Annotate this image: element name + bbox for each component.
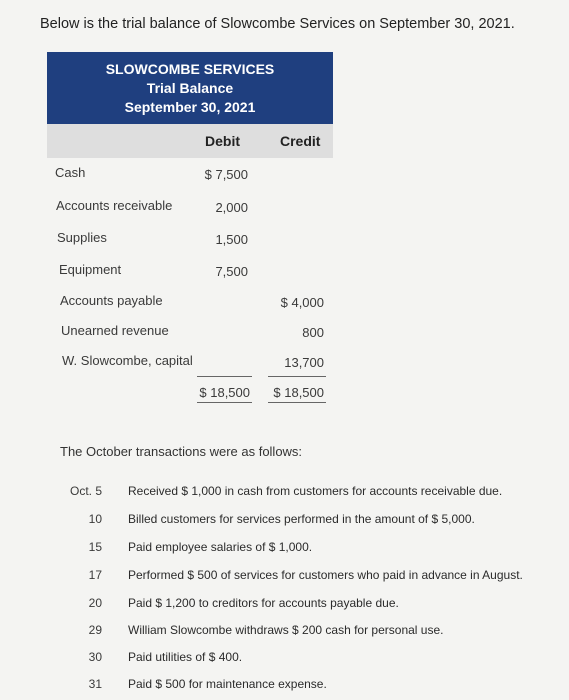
transaction-description: Received $ 1,000 in cash from customers for accounts receivable due.: [128, 484, 503, 498]
account-name-cash: Cash: [55, 165, 86, 180]
transaction-description: Paid $ 1,200 to creditors for accounts payable due.: [128, 596, 399, 610]
statement-title: Trial Balance: [146, 80, 234, 96]
transaction-date: 15: [88, 540, 102, 554]
transaction-date: 30: [88, 650, 102, 664]
transaction-description: Billed customers for services performed in the amount of $ 5,000.: [128, 512, 475, 526]
credit-capital: 13,700: [284, 355, 324, 370]
transaction-date: 10: [88, 512, 102, 526]
account-name-accounts-payable: Accounts payable: [60, 293, 163, 308]
transaction-date: 17: [88, 568, 102, 582]
transaction-date: 31: [88, 677, 102, 691]
transaction-description: Paid $ 500 for maintenance expense.: [128, 677, 327, 691]
debit-total-rule: [197, 402, 252, 403]
account-name-supplies: Supplies: [57, 230, 107, 245]
transaction-date: Oct. 5: [69, 484, 102, 498]
total-credit: $ 18,500: [273, 385, 324, 400]
debit-column-header: Debit: [205, 133, 240, 149]
debit-cash: $ 7,500: [204, 167, 248, 182]
account-name-accounts-receivable: Accounts receivable: [56, 198, 173, 213]
credit-unearned-revenue: 800: [302, 325, 324, 340]
company-name: SLOWCOMBE SERVICES: [105, 61, 275, 77]
credit-total-rule: [268, 402, 326, 403]
debit-supplies: 1,500: [215, 232, 248, 247]
transaction-date: 29: [88, 623, 102, 637]
transaction-date: 20: [88, 596, 102, 610]
transaction-description: Performed $ 500 of services for customers who paid in advance in August.: [128, 568, 523, 582]
credit-subtotal-rule: [268, 376, 326, 377]
credit-accounts-payable: $ 4,000: [280, 295, 324, 310]
statement-date: September 30, 2021: [124, 99, 256, 115]
transactions-intro: The October transactions were as follows:: [60, 444, 303, 459]
debit-subtotal-rule: [197, 376, 252, 377]
transaction-description: William Slowcombe withdraws $ 200 cash for personal use.: [128, 623, 444, 637]
debit-equipment: 7,500: [215, 264, 248, 279]
intro-text: Below is the trial balance of Slowcombe Services on September 30, 2021.: [40, 16, 515, 32]
credit-column-header: Credit: [280, 133, 321, 149]
trial-balance-header: [47, 52, 333, 124]
debit-accounts-receivable: 2,000: [215, 200, 248, 215]
transaction-description: Paid employee salaries of $ 1,000.: [128, 540, 313, 554]
account-name-capital: W. Slowcombe, capital: [62, 353, 193, 368]
transaction-description: Paid utilities of $ 400.: [128, 650, 243, 664]
account-name-equipment: Equipment: [59, 262, 122, 277]
account-name-unearned-revenue: Unearned revenue: [61, 323, 169, 338]
total-debit: $ 18,500: [199, 385, 250, 400]
